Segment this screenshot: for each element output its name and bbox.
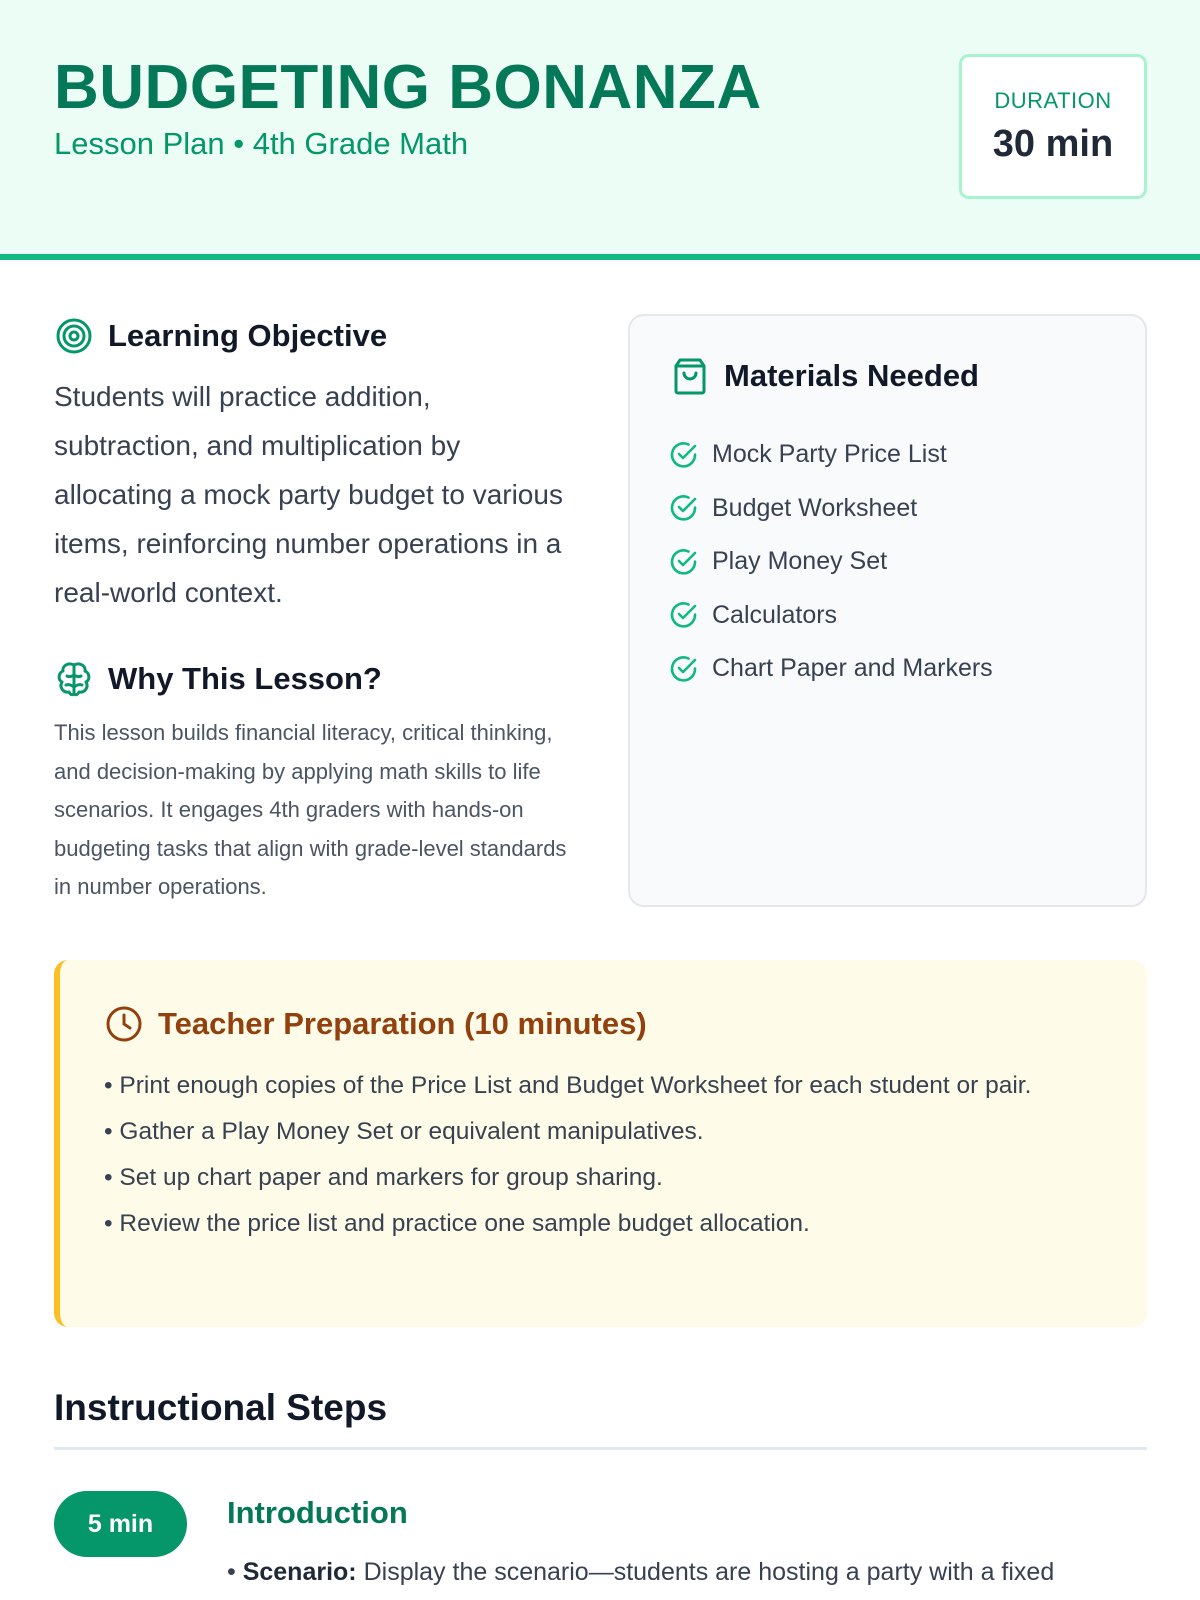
- objective-heading-text: Learning Objective: [108, 318, 388, 353]
- lesson-subtitle: Lesson Plan • 4th Grade Math: [54, 126, 469, 161]
- list-item: • Set up chart paper and markers for group sharing.: [104, 1164, 663, 1191]
- check-circle-icon: [670, 655, 698, 683]
- materials-heading-text: Materials Needed: [724, 358, 979, 393]
- prep-list: [104, 1066, 1094, 1250]
- list-item: • Gather a Play Money Set or equivalent manipulatives.: [104, 1118, 704, 1145]
- divider: [54, 1447, 1147, 1450]
- list-item: • Review the price list and practice one sample budget allocation.: [104, 1210, 810, 1237]
- list-item: [670, 428, 993, 482]
- list-item: • Print enough copies of the Price List and Budget Worksheet for each student or pair.: [104, 1072, 1032, 1099]
- why-heading-text: Why This Lesson?: [108, 661, 382, 696]
- lesson-title: BUDGETING BONANZA: [54, 53, 762, 122]
- steps-heading: Instructional Steps: [54, 1387, 388, 1428]
- bullet-marker: •: [227, 1558, 243, 1586]
- objective-heading: [54, 316, 387, 356]
- material-label: Chart Paper and Markers: [712, 654, 993, 683]
- list-item: [670, 589, 993, 643]
- check-circle-icon: [670, 548, 698, 576]
- material-label: Play Money Set: [712, 547, 888, 576]
- why-text: This lesson builds financial literacy, critical thinking, and decision-making by applying math skills to life scenarios. It engages 4th graders with hands-on budgeting tasks that align with grade-level standards in number operations.: [54, 720, 567, 899]
- check-circle-icon: [670, 441, 698, 469]
- target-icon: [54, 316, 94, 356]
- prep-heading-text: Teacher Preparation (10 minutes): [158, 1006, 647, 1041]
- material-label: Budget Worksheet: [712, 493, 918, 522]
- why-heading: [54, 659, 382, 699]
- materials-list: [670, 428, 993, 696]
- list-item: [670, 642, 993, 696]
- materials-card: [628, 314, 1147, 907]
- brain-icon: [54, 659, 94, 699]
- material-label: Mock Party Price List: [712, 440, 947, 469]
- duration-card: [959, 54, 1147, 199]
- clock-icon: [104, 1004, 144, 1044]
- step-bullet: [227, 1554, 1147, 1590]
- shopping-bag-icon: [670, 356, 710, 396]
- step-bullet-text: Display the scenario—students are hosting a party with a fixed: [356, 1558, 1055, 1586]
- step-bullet-label: Scenario:: [242, 1558, 357, 1586]
- step-duration-badge: 5 min: [54, 1491, 187, 1557]
- prep-heading: [104, 1004, 647, 1044]
- teacher-prep-card: [54, 960, 1147, 1327]
- check-circle-icon: [670, 494, 698, 522]
- list-item: [670, 535, 993, 589]
- materials-heading: [670, 356, 979, 396]
- step-title: Introduction: [227, 1495, 408, 1530]
- check-circle-icon: [670, 601, 698, 629]
- duration-label: DURATION: [994, 88, 1112, 113]
- duration-value: 30 min: [992, 123, 1114, 165]
- objective-text: Students will practice addition, subtraction, and multiplication by allocating a mock party budget to various items, reinforcing number operations in a real-world context.: [54, 381, 563, 608]
- lesson-header: [0, 0, 1200, 260]
- list-item: [670, 482, 993, 536]
- material-label: Calculators: [712, 600, 838, 629]
